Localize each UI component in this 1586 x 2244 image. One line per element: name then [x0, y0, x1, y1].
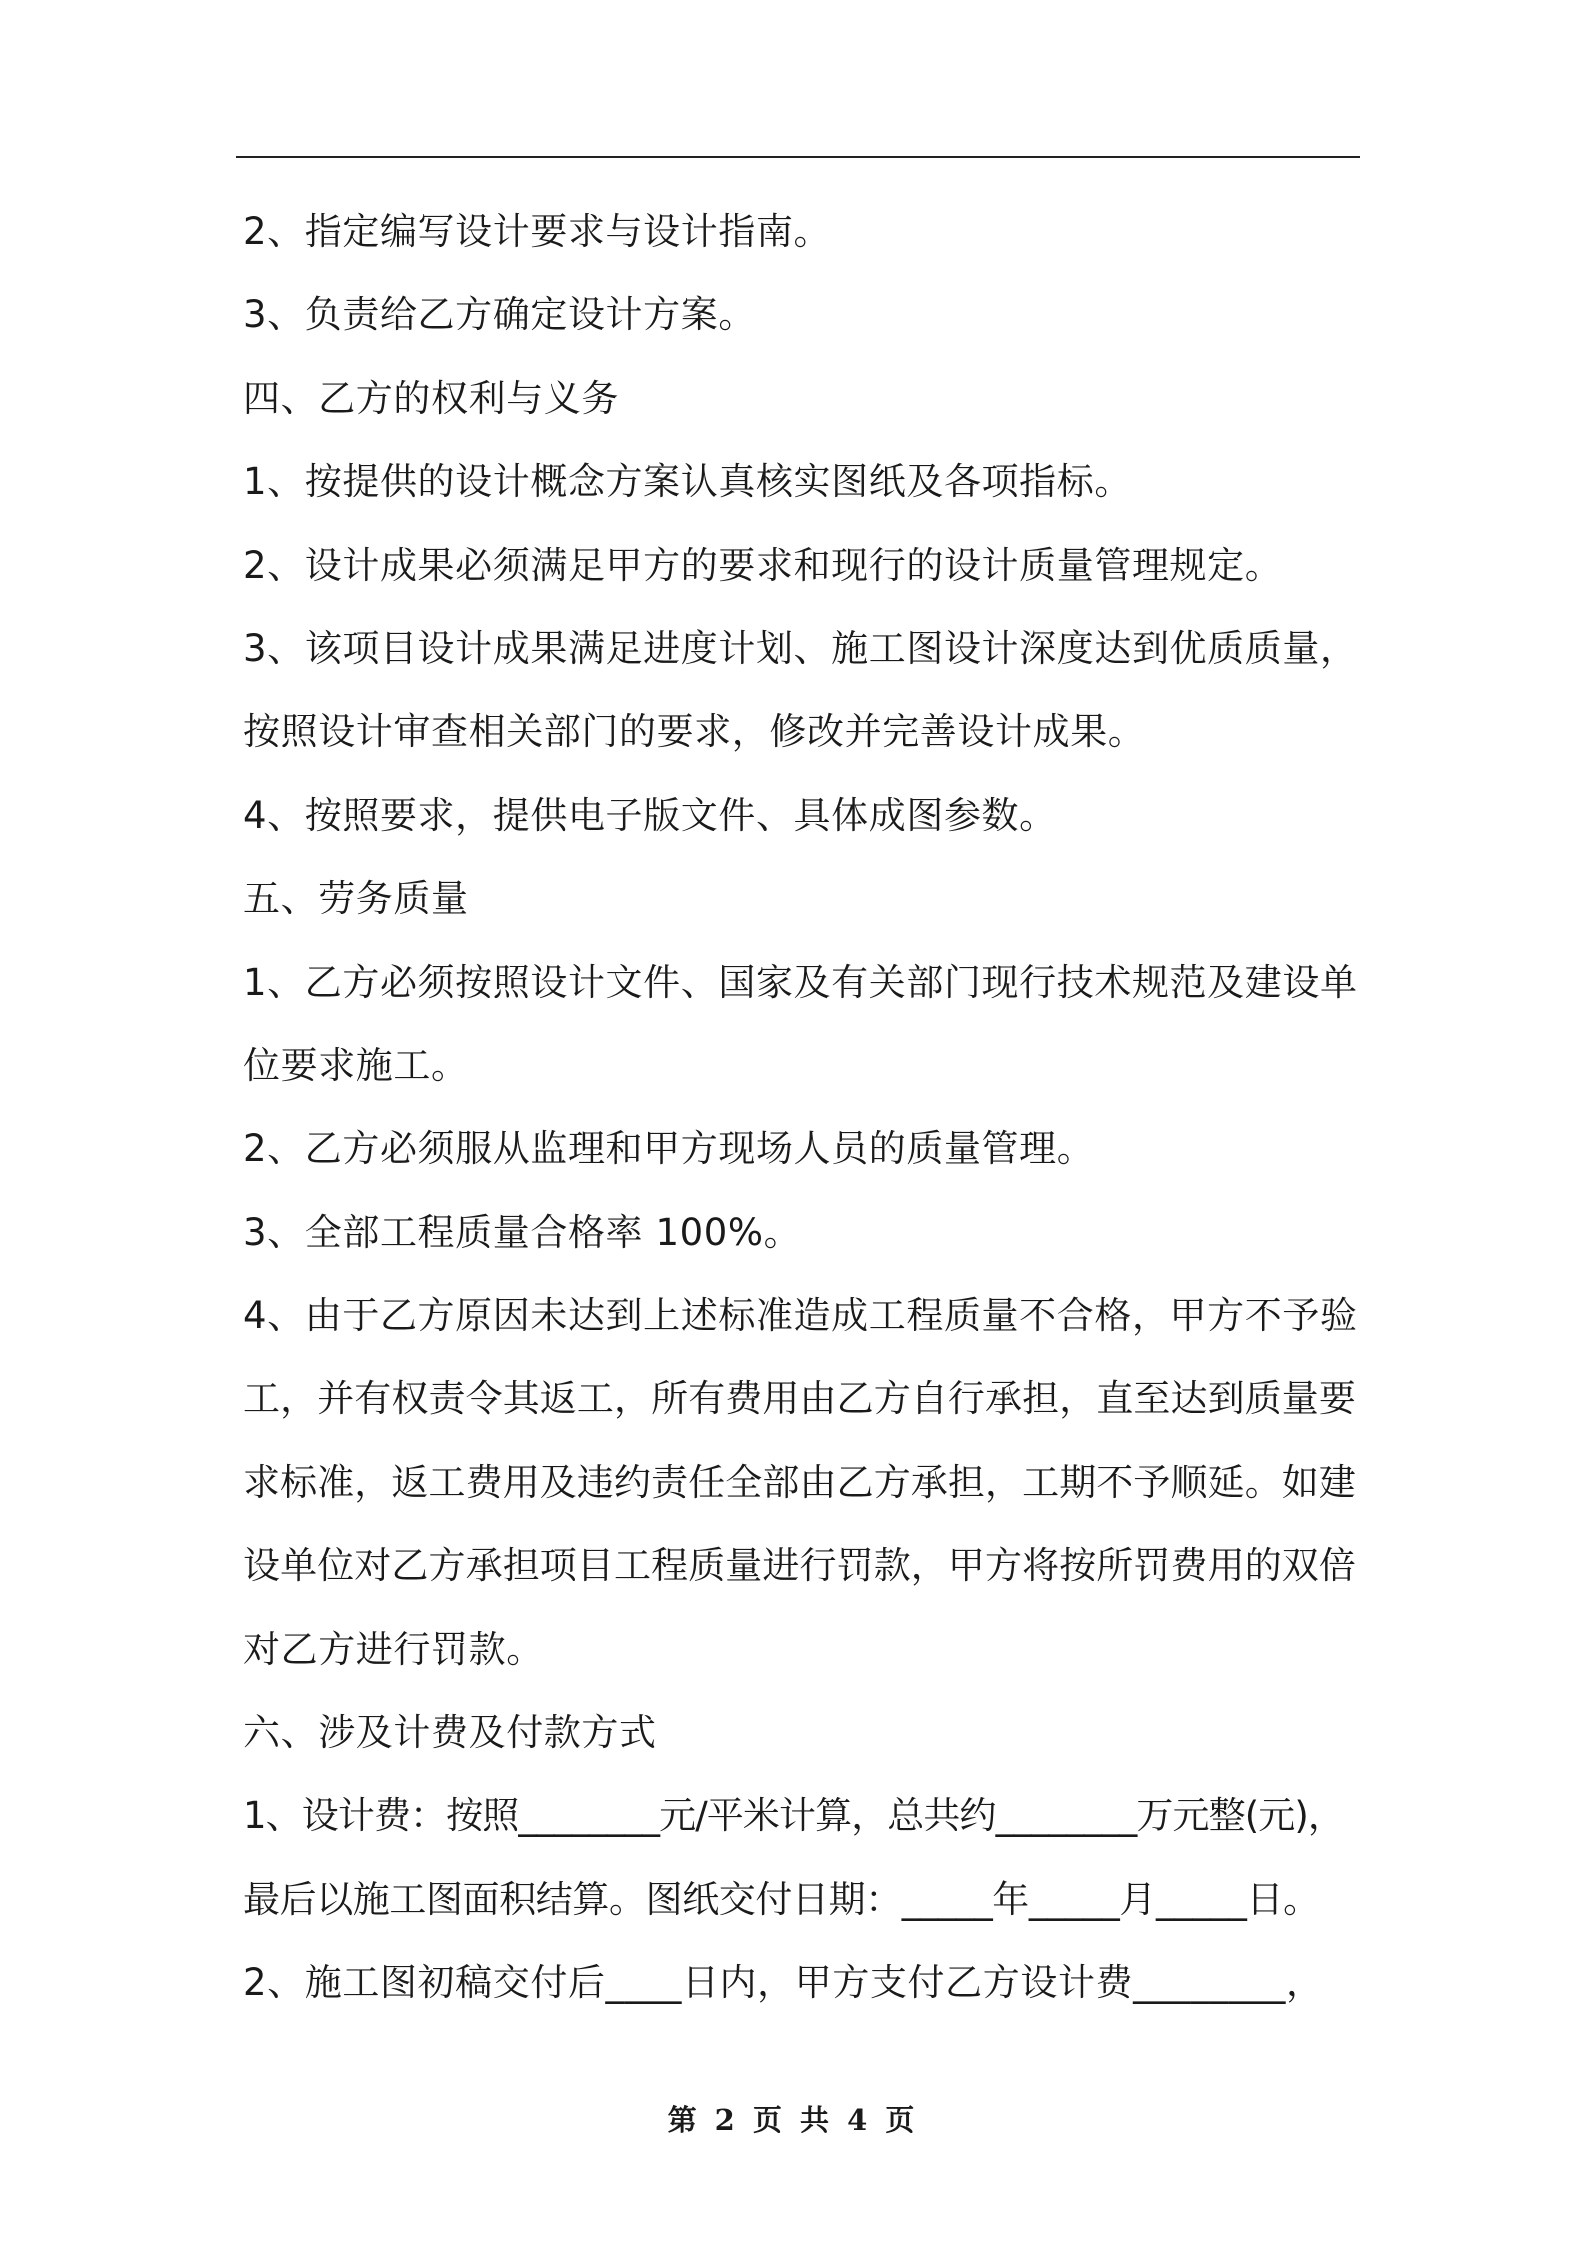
section-heading: 五、劳务质量	[243, 877, 469, 921]
list-item: 1、乙方必须按照设计文件、国家及有关部门现行技术规范及建设单	[243, 960, 1358, 1004]
section-heading: 六、涉及计费及付款方式	[243, 1711, 657, 1755]
list-item: 1、设计费：按照________元/平米计算，总共约________万元整(元)，	[243, 1794, 1344, 1838]
list-item: 2、乙方必须服从监理和甲方现场人员的质量管理。	[243, 1127, 1095, 1171]
paragraph-line: 按照设计审查相关部门的要求，修改并完善设计成果。	[243, 710, 1146, 754]
list-item: 2、设计成果必须满足甲方的要求和现行的设计质量管理规定。	[243, 543, 1283, 587]
section-heading: 四、乙方的权利与义务	[243, 376, 619, 420]
paragraph-line: 设单位对乙方承担项目工程质量进行罚款，甲方将按所罚费用的双倍	[243, 1544, 1356, 1588]
paragraph-line: 最后以施工图面积结算。图纸交付日期：_____年_____月_____日。	[243, 1877, 1320, 1921]
list-item: 4、按照要求，提供电子版文件、具体成图参数。	[243, 793, 1057, 837]
paragraph-line: 求标准，返工费用及违约责任全部由乙方承担，工期不予顺延。如建	[243, 1460, 1356, 1504]
list-item: 3、全部工程质量合格率 100%。	[243, 1210, 802, 1254]
list-item: 3、该项目设计成果满足进度计划、施工图设计深度达到优质质量，	[243, 626, 1358, 670]
paragraph-line: 位要求施工。	[243, 1043, 469, 1087]
paragraph-line: 工，并有权责令其返工，所有费用由乙方自行承担，直至达到质量要	[243, 1377, 1356, 1421]
list-item: 3、负责给乙方确定设计方案。	[243, 293, 756, 337]
header-rule	[236, 156, 1360, 158]
page-number-footer: 第 2 页 共 4 页	[667, 2103, 919, 2137]
document-body	[243, 190, 1363, 2025]
list-item: 4、由于乙方原因未达到上述标准造成工程质量不合格，甲方不予验	[243, 1294, 1358, 1338]
list-item: 2、施工图初稿交付后____日内，甲方支付乙方设计费________，	[243, 1961, 1324, 2005]
paragraph-line: 对乙方进行罚款。	[243, 1627, 544, 1671]
list-item: 2、指定编写设计要求与设计指南。	[243, 210, 832, 253]
list-item: 1、按提供的设计概念方案认真核实图纸及各项指标。	[243, 460, 1132, 504]
